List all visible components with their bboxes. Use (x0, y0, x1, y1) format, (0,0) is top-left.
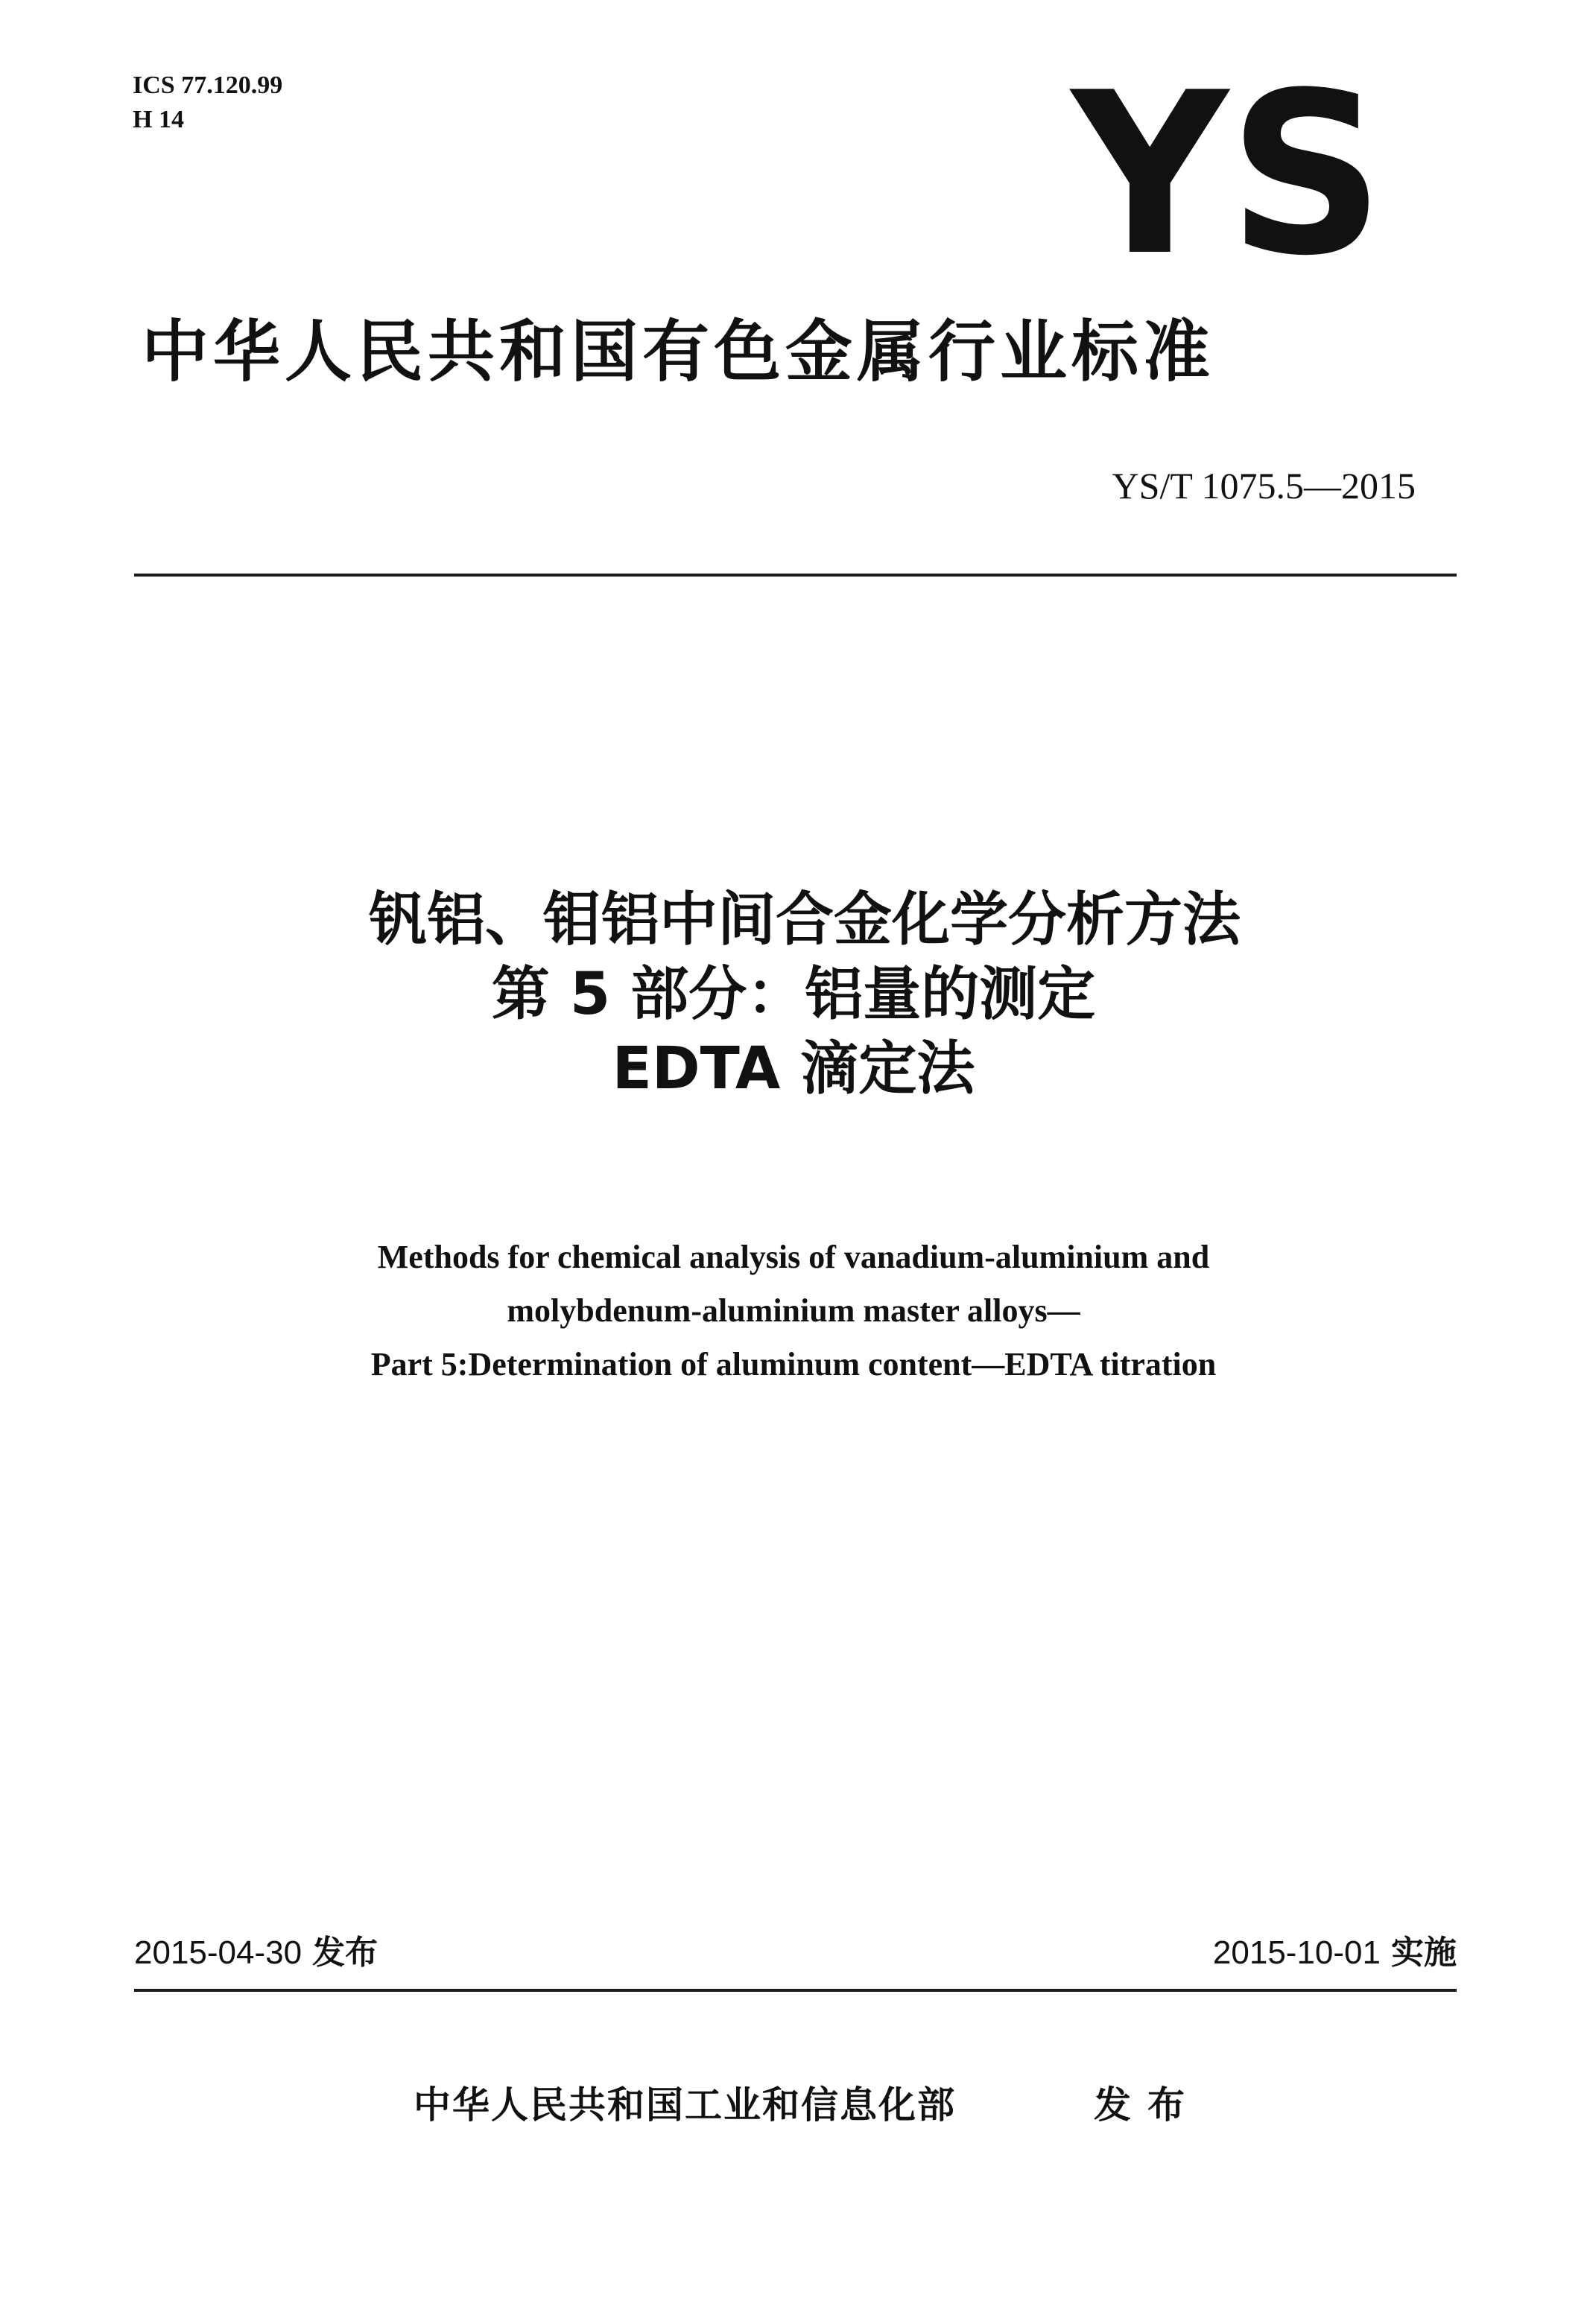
org-title: 中华人民共和国有色金属行业标准 (142, 313, 1214, 391)
implementation-date-label: 实施 (1391, 1934, 1457, 1972)
chinese-title-line-1: 钒铝、钼铝中间合金化学分析方法 (368, 886, 1241, 953)
english-title-line-3: Part 5:Determination of aluminum content—EDTA titration (370, 1346, 1217, 1382)
english-title-line-2: molybdenum-aluminium master alloys— (507, 1292, 1080, 1329)
chinese-title-line-2: 第 5 部分：铝量的测定 (491, 961, 1096, 1028)
issue-date-value: 2015-04-30 (134, 1934, 302, 1971)
implementation-date (1213, 1931, 1457, 1975)
chinese-title (0, 883, 1587, 1106)
english-title-line-1: Methods for chemical analysis of vanadium-aluminium and (377, 1239, 1210, 1275)
ccs-code: H 14 (133, 106, 184, 133)
ics-code: ICS 77.120.99 (133, 72, 283, 99)
publisher-name: 中华人民共和国工业和信息化部 (414, 2083, 956, 2127)
standard-number: YS/T 1075.5—2015 (1112, 465, 1416, 507)
publish-label: 发布 (1094, 2083, 1201, 2127)
implementation-date-value: 2015-10-01 (1212, 1934, 1381, 1971)
chinese-title-line-3: EDTA 滴定法 (612, 1035, 975, 1102)
issue-date (134, 1931, 378, 1975)
issue-date-label: 发布 (312, 1934, 378, 1972)
header-divider (134, 574, 1457, 577)
ys-logo-text: YS (1068, 74, 1384, 268)
classification-codes (133, 69, 282, 137)
footer-divider (134, 1989, 1457, 1992)
english-title (0, 1231, 1587, 1391)
ys-logo (1064, 74, 1392, 268)
